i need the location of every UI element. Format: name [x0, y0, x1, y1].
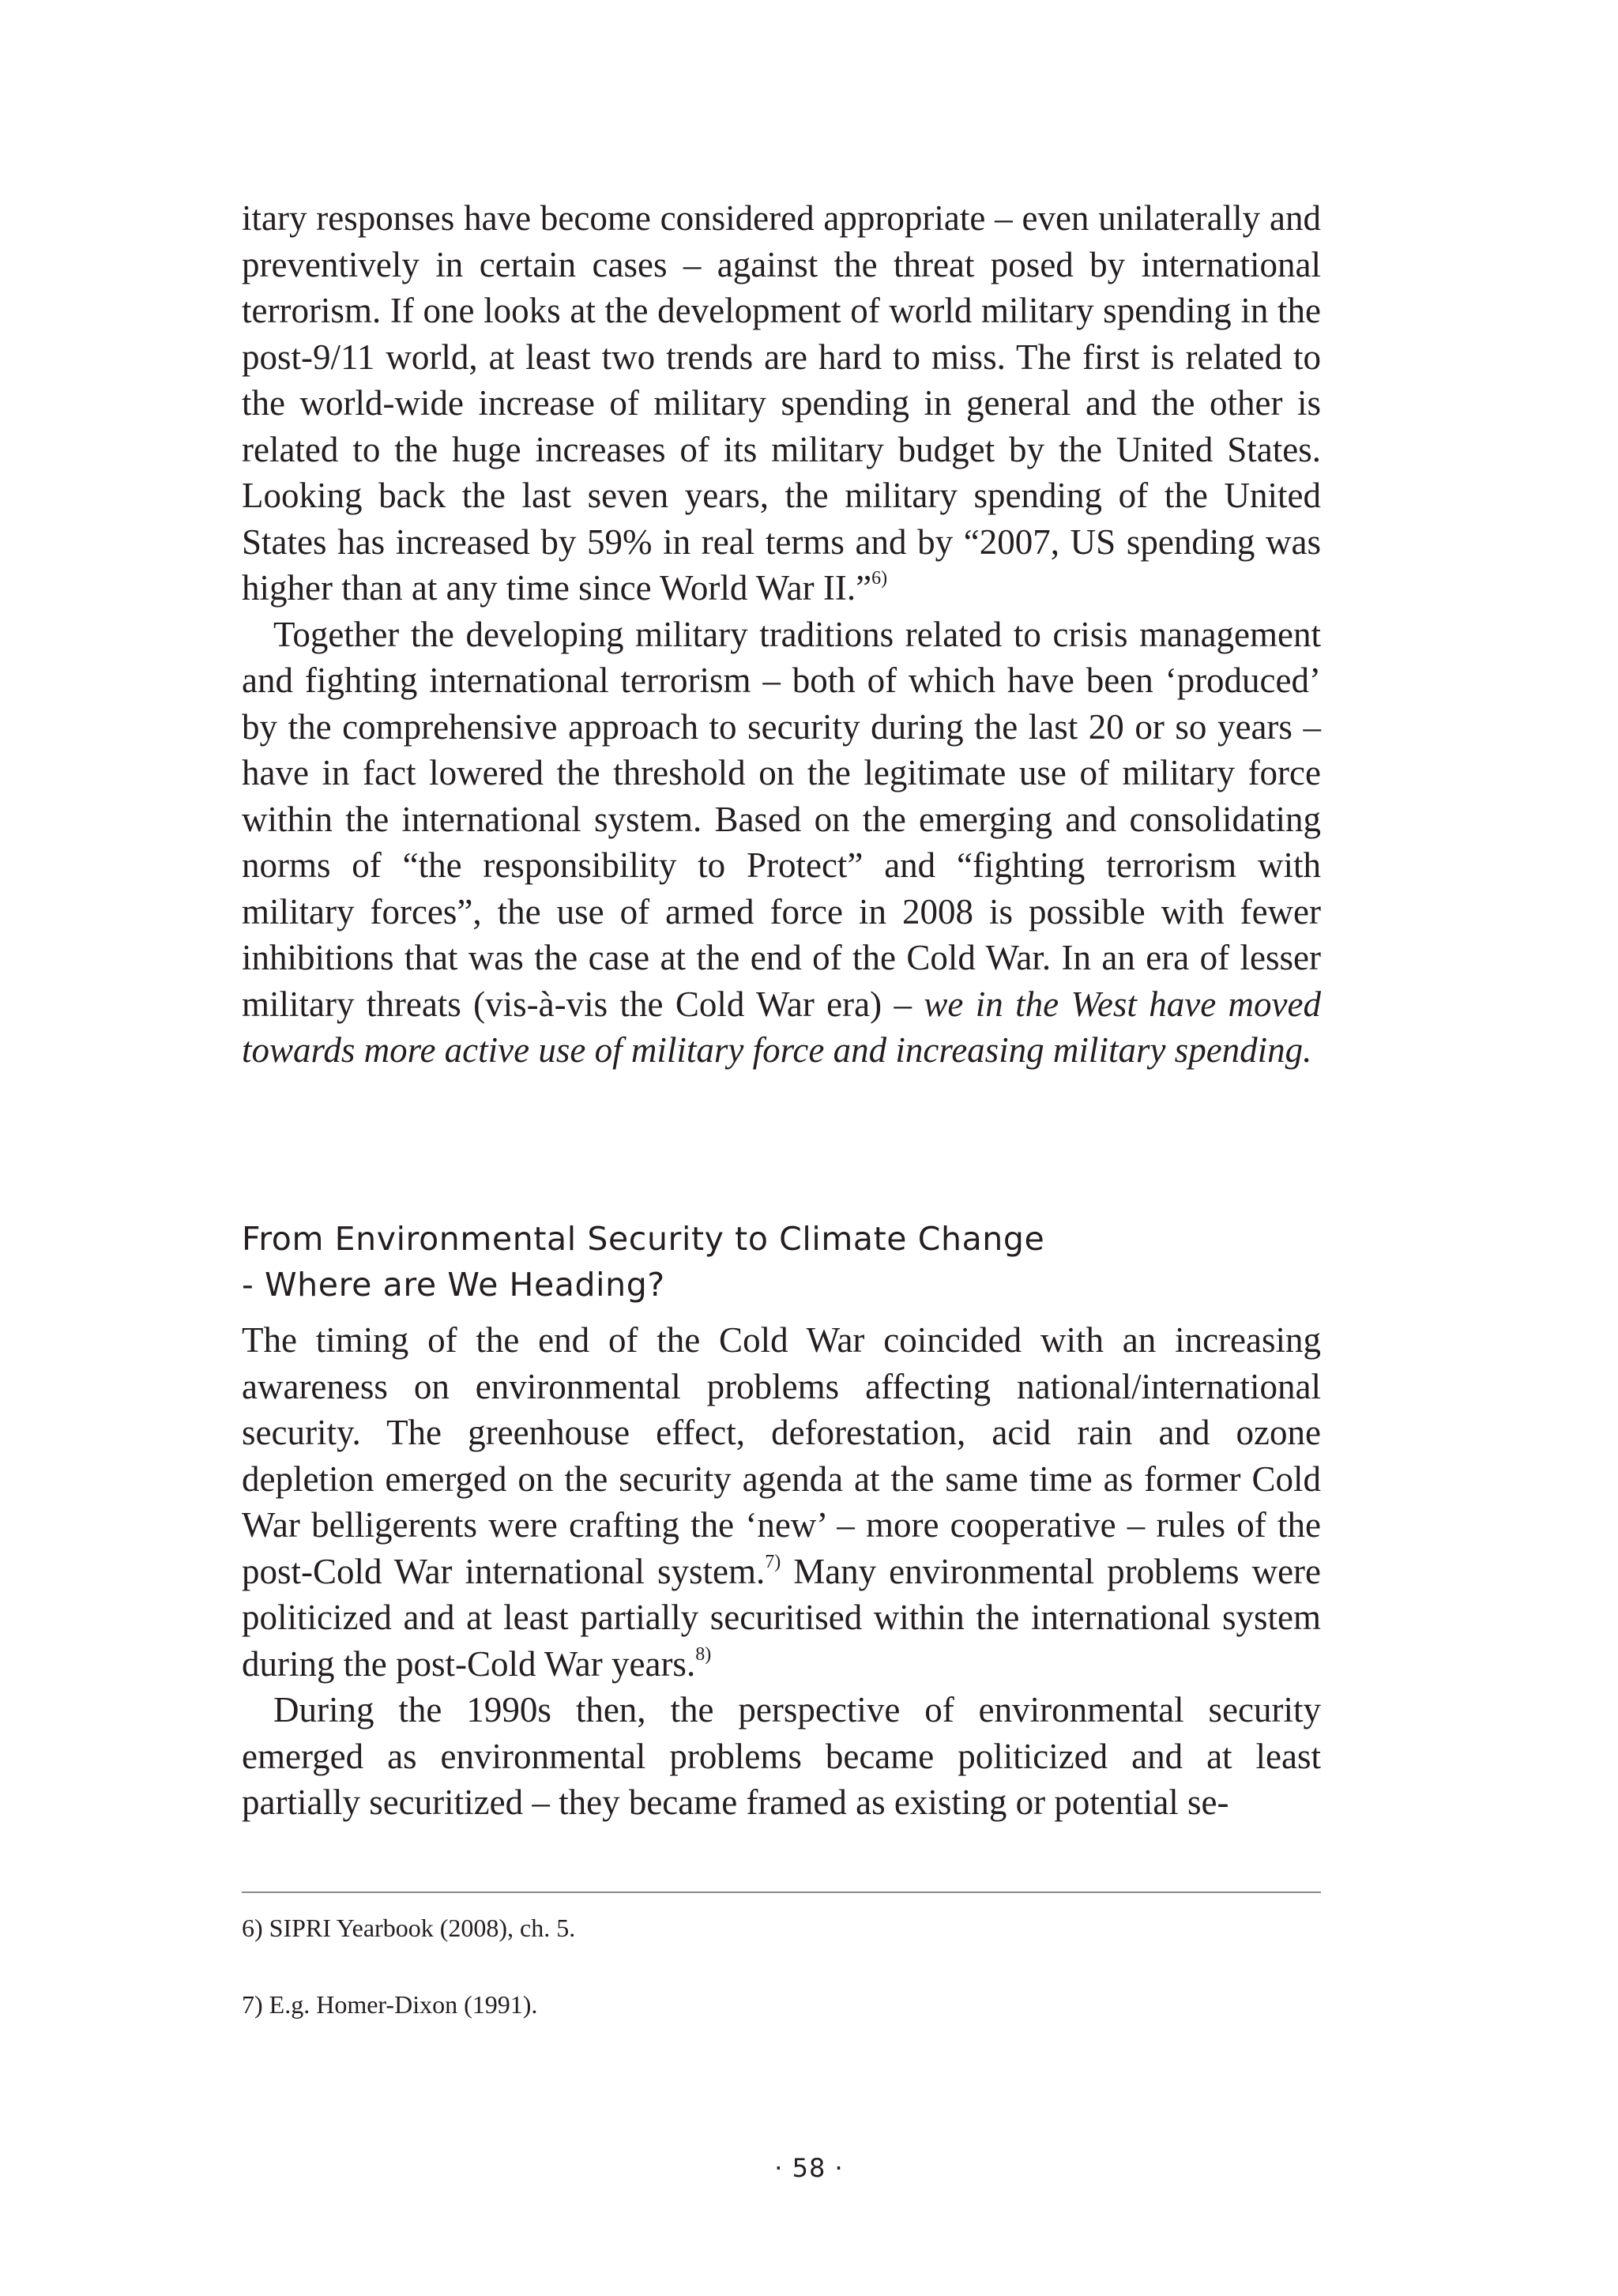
section-heading — [242, 1216, 1321, 1308]
paragraph-text: The timing of the end of the Cold War coincided with an increasing awareness on environmental problems affecting national/international security. The greenhouse effect, deforestation, acid rain and ozone depletion emerged on the security agenda at the same time as former Cold War belligerents were crafting the ‘new’ – more cooperative – rules of the post-Cold War international system. — [242, 1320, 1321, 1591]
footnote-reference: 6) — [871, 568, 888, 589]
paragraph-text: During the 1990s then, the perspective of environmental security emerged as environmental problems became politicized and at least partially securitized – they became framed as existing or potential se- — [242, 1690, 1321, 1822]
footnote-reference: 8) — [695, 1643, 712, 1665]
paragraph-threshold — [242, 612, 1321, 1074]
body-text-top — [242, 195, 1321, 1074]
body-text-bottom — [242, 1317, 1321, 1826]
footnote-reference: 7) — [765, 1551, 781, 1572]
section-heading-line: - Where are We Heading? — [242, 1266, 665, 1304]
footnote-divider — [242, 1891, 1321, 1893]
paragraph-1990s — [242, 1687, 1321, 1826]
section-heading-line: From Environmental Security to Climate Change — [242, 1220, 1045, 1258]
footnote: 7) E.g. Homer-Dixon (1991). — [242, 1990, 538, 2019]
italic-emphasis: we in the West have moved towards more active use of military force and increasing military spending. — [242, 984, 1321, 1070]
paragraph-text: Together the developing military traditions related to crisis management and fighting international terrorism – both of which have been ‘produced’ by the comprehensive approach to security during the last 20 or so years – have in fact lowered the threshold on the legitimate use of military force within the international system. Based on the emerging and consolidating norms of “the responsibility to Protect” and “fighting terrorism with military forces”, the use of armed force in 2008 is possible with fewer inhibitions that was the case at the end of the Cold War. In an era of lesser military threats (vis-à-vis the Cold War era) – — [242, 614, 1321, 1024]
page-number: · 58 · — [774, 2153, 844, 2183]
paragraph-text: Many environmental problems were politicized and at least partially securitised within the international system during the post-Cold War years. — [242, 1551, 1321, 1684]
footnote: 6) SIPRI Yearbook (2008), ch. 5. — [242, 1914, 576, 1942]
paragraph-military-spending — [242, 195, 1321, 612]
paragraph-text: itary responses have become considered appropriate – even unilaterally and preventively in certain cases – against the threat posed by international terrorism. If one looks at the development of world military spending in the post-9/11 world, at least two trends are hard to miss. The first is related to the world-wide increase of military spending in general and the other is related to the huge increases of its military budget by the United States. Looking back the last seven years, the military spending of the United States has increased by 59% in real terms and by “2007, US spending was higher than at any time since World War II.” — [242, 198, 1321, 608]
paragraph-cold-war-timing — [242, 1317, 1321, 1687]
